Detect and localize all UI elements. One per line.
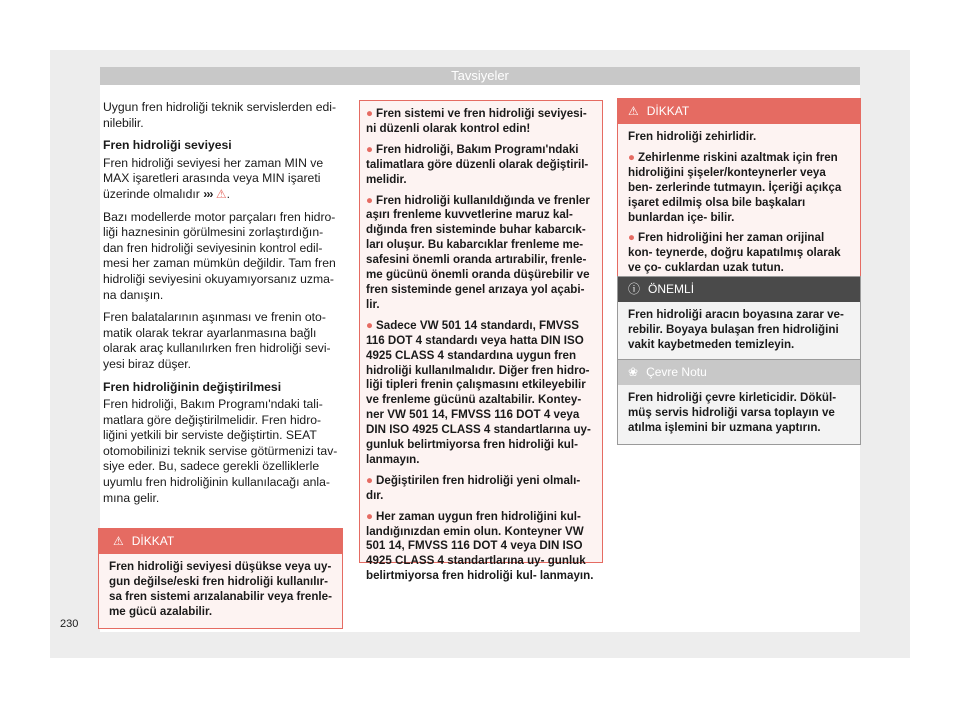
important-box-header: ⓘ ÖNEMLİ — [618, 277, 860, 302]
list-item: ● Her zaman uygun fren hidroliğini kul- landığınızdan emin olun. Konteyner VW 501 14, FMVSS 116 DOT 4 veya DIN ISO 4925 CLASS 4 standartlarına uy- gunluk belirtmiyorsa fren hidroliği kul- lanmayın. — [366, 509, 594, 583]
bullet-icon: ● — [366, 473, 374, 487]
list-item: ● Fren hidroliği, Bakım Programı'ndaki talimatlara göre düzenli olarak değiştiril- melidir. — [366, 142, 589, 186]
reference-arrows: ››› — [203, 186, 213, 201]
important-box-text: Fren hidroliği aracın boyasına zarar ve- rebilir. Boyaya bulaşan fren hidroliğini vakit kaybetmeden temizleyin. — [628, 308, 844, 351]
list-item: ● Fren sistemi ve fren hidroliği seviyesi- ni düzenli olarak kontrol edin! — [366, 107, 587, 135]
paragraph: Fren hidroliği, Bakım Programı'ndaki tali- matlara göre değiştirilmelidir. Fren hidro- liğini yetkili bir serviste değiştirtin. SEAT otomobilinizi teknik servise götürmenizi tav- siye eder. Bu, sadece gerekli özelliklerle uyumlu fren hidroliğinin kullanılacağı anla- mına gelir. — [103, 397, 338, 505]
bullet-icon: ● — [628, 150, 636, 164]
page-number: 230 — [60, 618, 79, 630]
warning-box-middle — [359, 100, 603, 583]
paragraph: Fren hidroliği seviyesi her zaman MIN ve MAX işaretleri arasında veya MIN işareti üzerinde olmalıdır ››› ⚠. — [103, 155, 324, 201]
warning-box-right — [617, 98, 861, 291]
heading-fluid-level: Fren hidroliği seviyesi — [103, 138, 232, 153]
bullet-icon: ● — [628, 231, 636, 245]
important-box — [617, 276, 861, 362]
warning-box-left — [98, 528, 343, 629]
environment-icon: ❀ — [628, 365, 639, 379]
info-circle-icon: ⓘ — [628, 282, 641, 296]
warning-triangle-icon: ⚠ — [215, 186, 227, 201]
warning-triangle-icon: ⚠ — [628, 104, 639, 118]
paragraph: Uygun fren hidroliği teknik servislerden edi- nilebilir. — [103, 100, 337, 130]
bullet-icon: ● — [366, 107, 374, 120]
warning-box-header: ⚠ DİKKAT — [99, 529, 342, 554]
bullet-icon: ● — [366, 142, 374, 156]
warning-triangle-icon: ⚠ — [113, 534, 124, 548]
heading-fluid-change: Fren hidroliğinin değiştirilmesi — [103, 379, 282, 394]
left-column — [103, 100, 341, 513]
bullet-icon: ● — [366, 318, 374, 332]
environment-box-text: Fren hidroliği çevre kirleticidir. Dökül- müş servis hidroliği varsa toplayın ve atılma işlemini bir uzmana yaptırın. — [628, 391, 837, 434]
environment-box-header: ❀ Çevre Notu — [618, 360, 860, 385]
list-item: ● Sadece VW 501 14 standardı, FMVSS 116 DOT 4 standardı veya hatta DIN ISO 4925 CLASS 4 standardına uygun fren hidroliği kullanılmalıdır. Diğer fren hidro- liği tipleri frenin çalışmasını etkileyebilir ve frenleme gücünü azaltabilir. Kontey- ner VW 501 14, FMVSS 116 DOT 4 veya DIN ISO 4925 CLASS 4 standartlarına uy- gunluk belirtmiyorsa fren hidroliği kul- lanmayın. — [366, 318, 591, 466]
bullet-icon: ● — [366, 193, 374, 207]
list-item: ● Fren hidroliğini her zaman orijinal kon- teynerde, doğru kapatılmış olarak ve ço- cuklardan uzak tutun. — [628, 231, 841, 275]
bullet-icon: ● — [366, 509, 374, 523]
paragraph: Fren balatalarının aşınması ve frenin oto- matik olarak tekrar ayarlanmasına bağlı olarak araç kullanılırken fren hidroliği sevi- yesi biraz düşer. — [103, 310, 331, 371]
paragraph: Bazı modellerde motor parçaları fren hidro- liği haznesinin görülmesini zorlaştırdığın- dan fren hidroliği seviyesinin kontrol edil- mesi her zaman mümkün değildir. Tam fren hidroliği seviyesini okuyamıyorsanız uzma- na danışın. — [103, 209, 336, 302]
warning-box-header: ⚠ DİKKAT — [618, 99, 860, 124]
environment-box — [617, 359, 861, 445]
list-item: ● Değiştirilen fren hidroliği yeni olmalı- dır. — [366, 473, 581, 502]
list-item: ● Zehirlenme riskini azaltmak için fren hidroliğini şişeler/konteynerler veya ben- zerlerinde tutmayın. İçeriği açıkça işaret edilmiş olsa bile başkaları bunlardan içe- bilir. — [628, 150, 842, 224]
section-header: Tavsiyeler — [100, 67, 860, 85]
warning-box-text: Fren hidroliği seviyesi düşükse veya uy- gun değilse/eski fren hidroliği kullanılır- sa fren sistemi arızalanabilir veya frenle- me gücü azalabilir. — [109, 560, 332, 618]
list-item: ● Fren hidroliği kullanıldığında ve frenler aşırı frenleme kuvvetlerine maruz kal- dığında fren sisteminde buhar kabarcık- ları oluşur. Bu kabarcıklar frenleme me- safesini önemli oranda artırabilir, frenle- me gücünü önemli oranda düşürebilir ve fren sisteminde genel arızaya yol açabi- lir. — [366, 193, 590, 311]
warning-intro: Fren hidroliği zehirlidir. — [628, 130, 757, 143]
